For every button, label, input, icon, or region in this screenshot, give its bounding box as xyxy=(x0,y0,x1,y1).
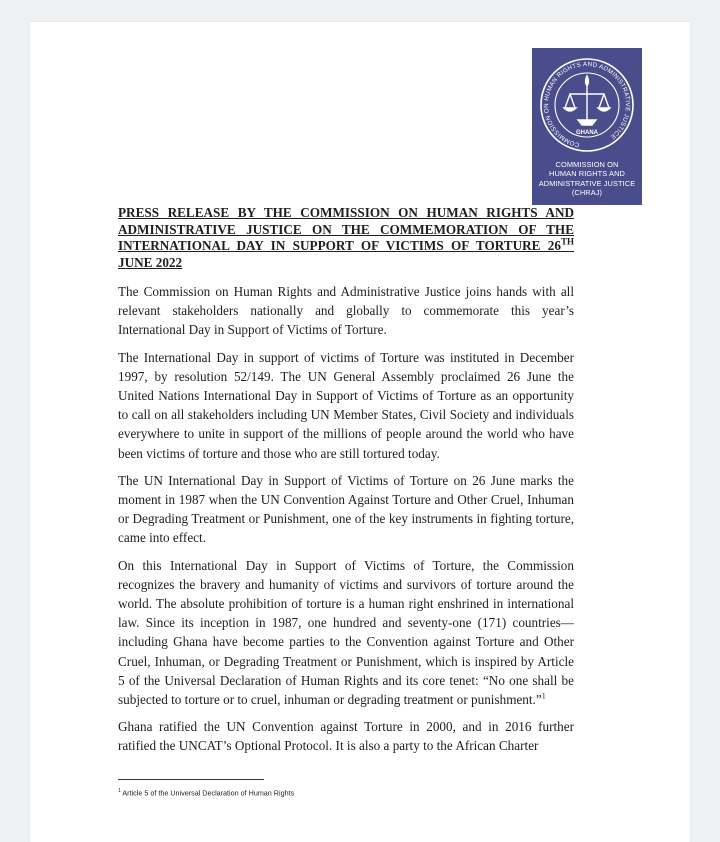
footnote-text: Article 5 of the Universal Declaration of Human Rights xyxy=(122,788,295,798)
logo-caption xyxy=(532,160,642,198)
logo-caption-line: (CHRAJ) xyxy=(571,188,603,198)
seal-country: GHANA xyxy=(576,130,598,136)
paragraph: The International Day in support of victims of Torture was instituted in December 1997, by resolution 52/149. The UN General Assembly proclaimed 26 June the United Nations International Day in Support of Victims of Torture as an opportunity to call on all stakeholders including UN Member States, Civil Society and individuals everywhere to unite in support of the millions of people around the world who have been victims of torture and those who are still tortured today. xyxy=(118,349,574,461)
title-superscript: TH xyxy=(560,236,574,247)
paragraph: The UN International Day in Support of Victims of Torture on 26 June marks the moment in 1987 when the UN Convention Against Torture and Other Cruel, Inhuman or Degrading Treatment or Punishment, one of the key instruments in fighting torture, came into effect. xyxy=(118,472,574,546)
title-date: JUNE 2022 xyxy=(118,254,183,270)
footnote-reference[interactable]: 1 xyxy=(541,691,546,701)
paragraph-text: On this International Day in Support of Victims of Torture, the Commission recognizes the bravery and humanity of victims and survivors of torture around the world. The absolute prohibition of torture is a human right enshrined in international law. Since its inception in 1987, one hundred and seventy-one (171) countries—including Ghana have become parties to the Convention against Torture and Other Cruel, Inhuman, or Degrading Treatment or Punishment, which is inspired by Article 5 of the Universal Declaration of Human Rights and its core tenet: “No one shall be subjected to torture or to cruel, inhuman or degrading treatment or punishment.” xyxy=(118,557,574,708)
paragraph: The Commission on Human Rights and Administrative Justice joins hands with all relevant stakeholders nationally and globally to commemorate this year’s International Day in Support of Victims of Torture. xyxy=(118,284,574,338)
footnote-divider xyxy=(118,779,264,780)
press-release-body xyxy=(118,205,574,764)
logo-caption-line: COMMISSION ON xyxy=(555,160,619,169)
title-text: PRESS RELEASE BY THE COMMISSION ON HUMAN RIGHTS AND ADMINISTRATIVE JUSTICE ON THE COMMEMORATION OF THE INTERNATIONAL DAY IN SUPPORT OF VICTIMS OF TORTURE 26 xyxy=(118,205,574,253)
chraj-seal-icon xyxy=(532,48,642,160)
logo-caption-line: HUMAN RIGHTS AND xyxy=(549,169,625,179)
paragraph: Ghana ratified the UN Convention against Torture in 2000, and in 2016 further ratified the UNCAT’s Optional Protocol. It is also a party to the African Charter xyxy=(118,719,574,754)
seal-ring-text: COMMISSION ON HUMAN RIGHTS AND ADMINISTRATIVE JUSTICE xyxy=(542,60,632,149)
press-release-title xyxy=(118,205,574,271)
logo-caption-line: ADMINISTRATIVE JUSTICE xyxy=(538,178,636,188)
paragraph xyxy=(118,556,574,710)
footnote xyxy=(118,788,294,797)
footnote-number: 1 xyxy=(118,788,121,794)
chraj-logo xyxy=(532,48,642,205)
